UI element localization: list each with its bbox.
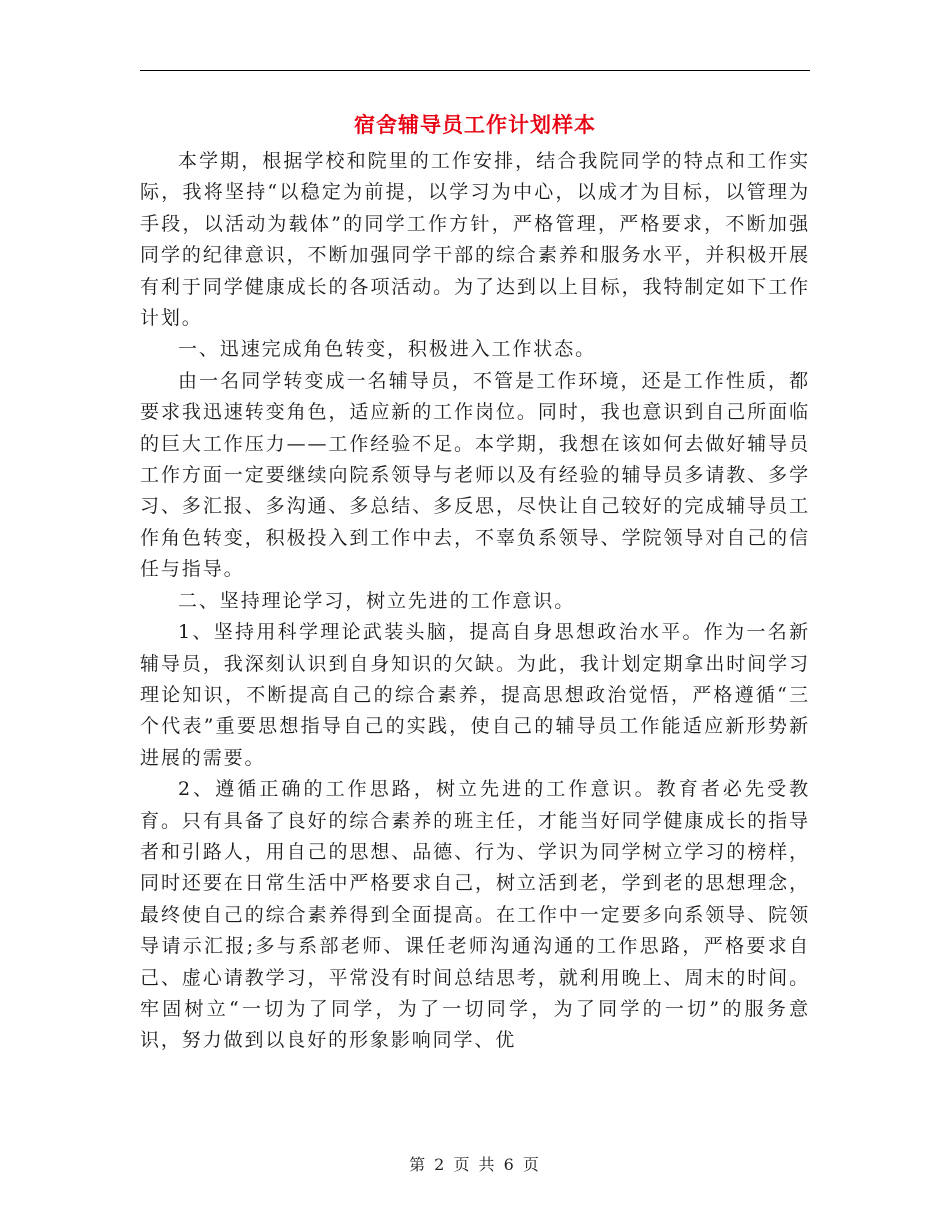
- page-number: 第 2 页 共 6 页: [409, 1155, 541, 1174]
- header-rule: [140, 70, 810, 71]
- document-title: 宿舍辅导员工作计划样本: [354, 112, 596, 137]
- paragraph-work-approach: 2、遵循正确的工作思路，树立先进的工作意识。教育者必先受教育。只有具备了良好的综合素养的班主任，才能当好同学健康成长的指导者和引路人，用自己的思想、品德、行为、学识为同学树立学习的榜样，同时还要在日常生活中严格要求自己，树立活到老，学到老的思想理念，最终使自己的综合素养得到全面提高。在工作中一定要多向系领导、院领导请示汇报;多与系部老师、课任老师沟通沟通的工作思路，严格要求自己、虚心请教学习，平常没有时间总结思考，就利用晚上、周末的时间。牢固树立“一切为了同学，为了一切同学，为了同学的一切”的服务意识，努力做到以良好的形象影响同学、优: [140, 778, 810, 1052]
- paragraph-theory-study: 1、坚持用科学理论武装头脑，提高自身思想政治水平。作为一名新辅导员，我深刻认识到自身知识的欠缺。为此，我计划定期拿出时间学习理论知识，不断提高自己的综合素养，提高思想政治觉悟，严格遵循“三个代表”重要思想指导自己的实践，使自己的辅导员工作能适应新形势新进展的需要。: [140, 621, 810, 769]
- paragraph-intro: 本学期，根据学校和院里的工作安排，结合我院同学的特点和工作实际，我将坚持“以稳定为前提，以学习为中心，以成才为目标，以管理为手段，以活动为载体”的同学工作方针，严格管理，严格要求，不断加强同学的纪律意识，不断加强同学干部的综合素养和服务水平，并积极开展有利于同学健康成长的各项活动。为了达到以上目标，我特制定如下工作计划。: [140, 150, 810, 330]
- paragraph-role-change: 由一名同学转变成一名辅导员，不管是工作环境，还是工作性质，都要求我迅速转变角色，适应新的工作岗位。同时，我也意识到自己所面临的巨大工作压力——工作经验不足。本学期，我想在该如何去做好辅导员工作方面一定要继续向院系领导与老师以及有经验的辅导员多请教、多学习、多汇报、多沟通、多总结、多反思，尽快让自己较好的完成辅导员工作角色转变，积极投入到工作中去，不辜负系领导、学院领导对自己的信任与指导。: [140, 369, 810, 581]
- section-heading-2: 二、坚持理论学习，树立先进的工作意识。: [178, 589, 576, 612]
- section-heading-1: 一、迅速完成角色转变，积极进入工作状态。: [178, 338, 597, 361]
- document-body: [140, 146, 810, 1057]
